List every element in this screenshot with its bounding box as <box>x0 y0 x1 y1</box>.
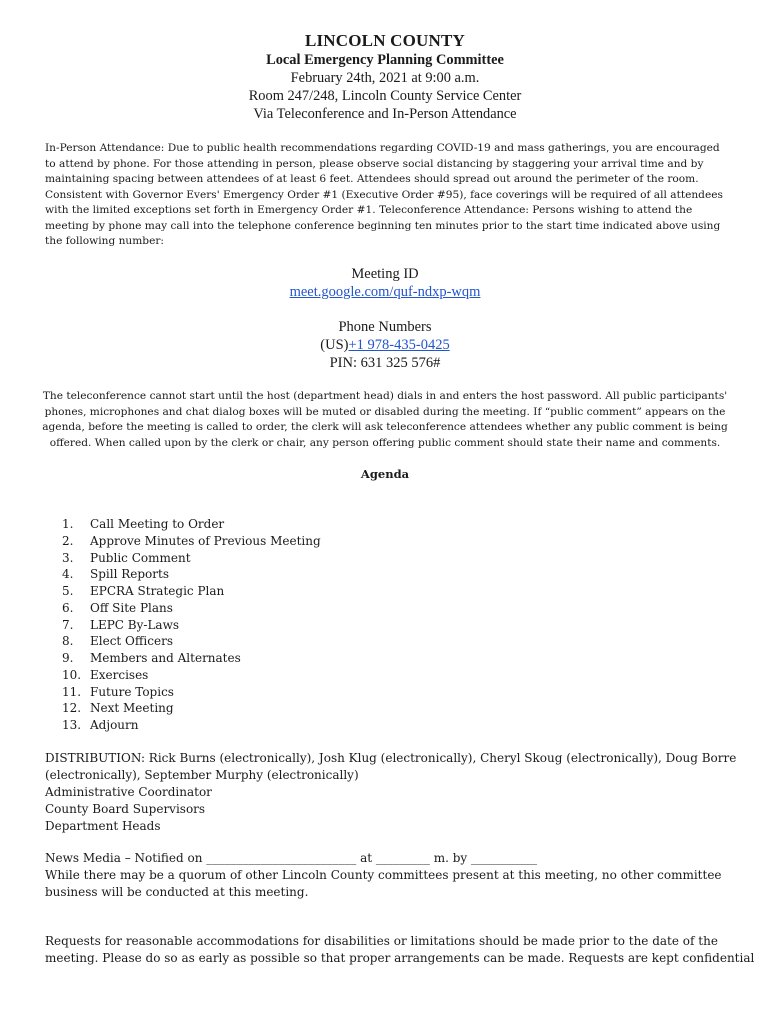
agenda-item <box>62 533 321 550</box>
paragraph-line: to attend by phone. For those attending in person, please observe social distancing by staggering your arrival time and by <box>45 157 704 170</box>
paragraph-line: maintaining spacing between attendees of at least 6 feet. Attendees should spread out around the perimeter of the room. <box>45 173 699 185</box>
agenda-item-number: 6. <box>62 600 74 615</box>
teleconference-paragraph <box>42 389 728 451</box>
agenda-item-number: 8. <box>62 634 74 649</box>
agenda-item-text: Public Comment <box>90 550 191 565</box>
agenda-item <box>62 650 321 667</box>
agenda-item-text: Spill Reports <box>90 567 169 582</box>
accommodations-line: meeting. Please do so as early as possible so that proper arrangements can be made. Requests are kept confidential <box>45 951 755 965</box>
agenda-item <box>62 684 321 701</box>
agenda-item <box>62 600 321 617</box>
agenda-item <box>62 516 321 533</box>
news-media-block <box>45 850 735 901</box>
agenda-item-number: 1. <box>62 517 74 531</box>
agenda-item-text: Members and Alternates <box>90 651 241 665</box>
agenda-item <box>62 583 321 600</box>
phone-number-row <box>0 337 770 354</box>
agenda-item-text: Next Meeting <box>90 701 174 716</box>
distribution-line: Department Heads <box>45 819 161 833</box>
committee-name: Local Emergency Planning Committee <box>266 52 504 68</box>
meeting-date-time: February 24th, 2021 at 9:00 a.m. <box>290 70 480 86</box>
agenda-item-text: Approve Minutes of Previous Meeting <box>90 533 321 548</box>
agenda-item-number: 9. <box>62 651 74 665</box>
agenda-item-text: LEPC By-Laws <box>90 617 180 632</box>
meeting-pin: PIN: 631 325 576# <box>329 355 441 371</box>
distribution-line: County Board Supervisors <box>45 802 206 816</box>
distribution-line: DISTRIBUTION: Rick Burns (electronically), Josh Klug (electronically), Cheryl Skoug (electronically), Doug Borre <box>45 751 737 765</box>
paragraph-line: In-Person Attendance: Due to public health recommendations regarding COVID-19 and mass gatherings, you are encouraged <box>45 142 720 154</box>
news-media-line: News Media – Notified on _________________________ at _________ m. by ___________ <box>45 851 537 865</box>
agenda-item-number: 7. <box>62 617 74 632</box>
agenda-item-number: 2. <box>62 533 74 548</box>
distribution-line: (electronically), September Murphy (electronically) <box>45 768 359 782</box>
agenda-item-text: EPCRA Strategic Plan <box>90 584 225 598</box>
phone-number-link[interactable]: +1 978-435-0425 <box>348 337 450 353</box>
agenda-item-number: 10. <box>62 667 82 682</box>
accommodations-block <box>45 933 755 967</box>
meeting-mode: Via Teleconference and In-Person Attendance <box>253 106 517 122</box>
paragraph-line: the following number: <box>45 235 164 247</box>
paragraph-line: The teleconference cannot start until the host (department head) dials in and enters the host password. All public participants' <box>42 390 728 402</box>
agenda-item-number: 5. <box>62 584 74 598</box>
agenda-item-text: Adjourn <box>90 718 139 732</box>
meeting-link-row <box>0 284 770 301</box>
agenda-item <box>62 667 321 684</box>
agenda-item <box>62 617 321 634</box>
paragraph-line: with the limited exceptions set forth in Emergency Order #1. Teleconference Attendance: Persons wishing to attend the <box>45 204 693 216</box>
county-title: LINCOLN COUNTY <box>304 31 466 50</box>
meeting-location: Room 247/248, Lincoln County Service Center <box>248 88 522 104</box>
paragraph-line: phones, microphones and chat dialog boxes will be muted or disabled during the meeting. If “public comment” appears on the <box>44 405 726 418</box>
agenda-item <box>62 633 321 650</box>
agenda-item-text: Future Topics <box>90 684 174 699</box>
agenda-list <box>62 516 321 734</box>
paragraph-line: offered. When called upon by the clerk or chair, any person offering public comment should state their name and comments. <box>49 436 721 449</box>
news-media-line: business will be conducted at this meeting. <box>45 885 309 899</box>
distribution-line: Administrative Coordinator <box>45 785 212 799</box>
agenda-item <box>62 700 321 717</box>
agenda-item-number: 12. <box>62 701 82 716</box>
news-media-line: While there may be a quorum of other Lincoln County committees present at this meeting, no other committee <box>45 868 722 882</box>
paragraph-line: Consistent with Governor Evers' Emergency Order #1 (Executive Order #95), face coverings will be required of all attendees <box>45 188 723 201</box>
agenda-item-text: Call Meeting to Order <box>90 517 225 531</box>
meeting-link[interactable]: meet.google.com/quf-ndxp-wqm <box>289 284 481 300</box>
agenda-item-number: 4. <box>62 567 74 582</box>
agenda-item-number: 13. <box>62 718 82 732</box>
agenda-item-text: Exercises <box>90 667 149 682</box>
agenda-item <box>62 550 321 567</box>
attendance-paragraph <box>45 141 727 250</box>
meeting-id-label: Meeting ID <box>351 266 419 282</box>
paragraph-line: agenda, before the meeting is called to order, the clerk will ask teleconference attendees whether any public comment is being <box>42 421 728 433</box>
agenda-item <box>62 566 321 583</box>
accommodations-line: Requests for reasonable accommodations for disabilities or limitations should be made prior to the date of the <box>45 934 718 948</box>
paragraph-line: meeting by phone may call into the telephone conference beginning ten minutes prior to the start time indicated above using <box>45 219 721 232</box>
distribution-block <box>45 750 735 835</box>
agenda-item-number: 3. <box>62 550 74 565</box>
agenda-heading: Agenda <box>360 467 410 481</box>
agenda-item-text: Off Site Plans <box>90 600 173 615</box>
agenda-item <box>62 717 321 734</box>
phone-country-prefix: (US) <box>320 337 349 353</box>
agenda-item-text: Elect Officers <box>90 634 173 649</box>
phone-numbers-label: Phone Numbers <box>338 319 432 335</box>
agenda-item-number: 11. <box>62 684 82 699</box>
